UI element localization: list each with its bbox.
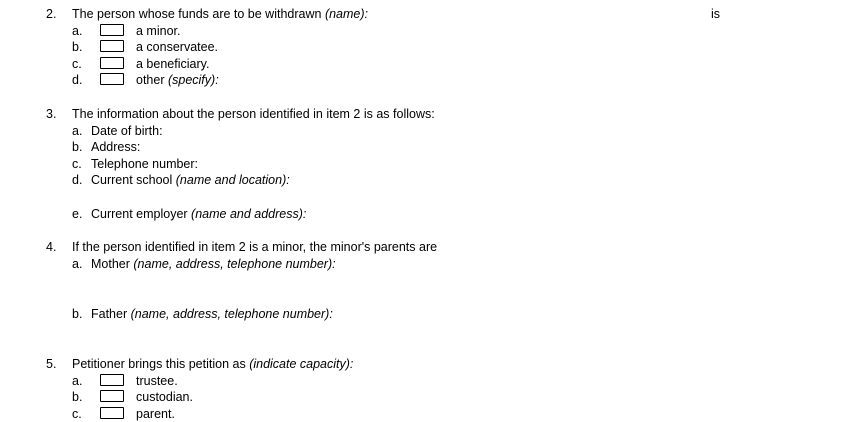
item-2-option-letter: d. — [72, 73, 83, 87]
item-5-number: 5. — [46, 357, 57, 371]
item-3-field-letter: b. — [72, 140, 83, 154]
mother-label: Mother — [91, 257, 134, 271]
mother-field[interactable] — [345, 257, 620, 272]
current-school-label: Current school — [91, 173, 176, 187]
item-2-option-label: a conservatee. — [136, 40, 218, 54]
item-2-other-specify-field[interactable] — [225, 73, 625, 88]
item-5-text: Petitioner brings this petition as — [72, 357, 250, 371]
item-2-option-c-checkbox[interactable] — [100, 57, 124, 69]
item-5-option-letter: a. — [72, 374, 83, 388]
item-4-question: If the person identified in item 2 is a minor, the minor's parents are — [72, 240, 438, 254]
item-3-field-label: Address: — [91, 140, 141, 154]
item-2-question — [72, 7, 368, 22]
item-2-option-d-text: other — [136, 73, 168, 87]
father-hint: (name, address, telephone number): — [130, 307, 333, 321]
item-3-field-label: Date of birth: — [91, 124, 163, 138]
item-5-hint: (indicate capacity): — [249, 357, 354, 371]
current-employer-hint: (name and address): — [191, 207, 307, 221]
item-2-option-letter: a. — [72, 24, 83, 38]
item-5-option-a-checkbox[interactable] — [100, 374, 124, 386]
item-3-number: 3. — [46, 107, 57, 121]
current-school-field[interactable] — [300, 173, 620, 188]
item-5-option-c-checkbox[interactable] — [100, 407, 124, 419]
item-3-question: The information about the person identified in item 2 is as follows: — [72, 107, 435, 121]
item-2-name-field[interactable] — [370, 7, 700, 22]
item-4-field-letter: b. — [72, 307, 83, 321]
item-5-question — [72, 357, 353, 372]
item-2-hint: (name): — [324, 7, 369, 21]
item-4-field-letter: a. — [72, 257, 83, 271]
item-3-field-letter: a. — [72, 124, 83, 138]
item-3-field-label — [91, 207, 306, 222]
item-2-number: 2. — [46, 7, 57, 21]
mother-hint: (name, address, telephone number): — [133, 257, 336, 271]
item-3-field-letter: e. — [72, 207, 83, 221]
current-school-hint: (name and location): — [175, 173, 290, 187]
item-4-field-label — [91, 257, 336, 272]
item-2-option-label: a beneficiary. — [136, 57, 210, 71]
item-2-option-label — [136, 73, 219, 88]
item-2-option-b-checkbox[interactable] — [100, 40, 124, 52]
item-4-field-label — [91, 307, 333, 322]
item-5-option-b-checkbox[interactable] — [100, 390, 124, 402]
item-5-option-label: custodian. — [136, 390, 193, 404]
item-2-option-d-hint: (specify): — [167, 73, 219, 87]
item-2-option-label: a minor. — [136, 24, 181, 38]
current-employer-label: Current employer — [91, 207, 192, 221]
item-5-option-letter: b. — [72, 390, 83, 404]
item-2-trailing: is — [711, 7, 721, 21]
item-2-option-letter: c. — [72, 57, 82, 71]
item-5-option-letter: c. — [72, 407, 82, 421]
item-5-option-label: parent. — [136, 407, 175, 421]
father-field[interactable] — [345, 307, 620, 322]
item-2-option-d-checkbox[interactable] — [100, 73, 124, 85]
item-3-field-label — [91, 173, 290, 188]
father-label: Father — [91, 307, 131, 321]
item-2-text: The person whose funds are to be withdrawn — [72, 7, 325, 21]
item-5-option-label: trustee. — [136, 374, 178, 388]
date-of-birth-field[interactable] — [170, 124, 620, 139]
item-3-field-label: Telephone number: — [91, 157, 199, 171]
address-field[interactable] — [160, 140, 620, 155]
item-3-field-letter: d. — [72, 173, 83, 187]
item-3-field-letter: c. — [72, 157, 82, 171]
item-2-option-a-checkbox[interactable] — [100, 24, 124, 36]
item-4-number: 4. — [46, 240, 57, 254]
current-employer-field[interactable] — [315, 207, 620, 222]
item-2-option-letter: b. — [72, 40, 83, 54]
telephone-number-field[interactable] — [210, 157, 620, 172]
